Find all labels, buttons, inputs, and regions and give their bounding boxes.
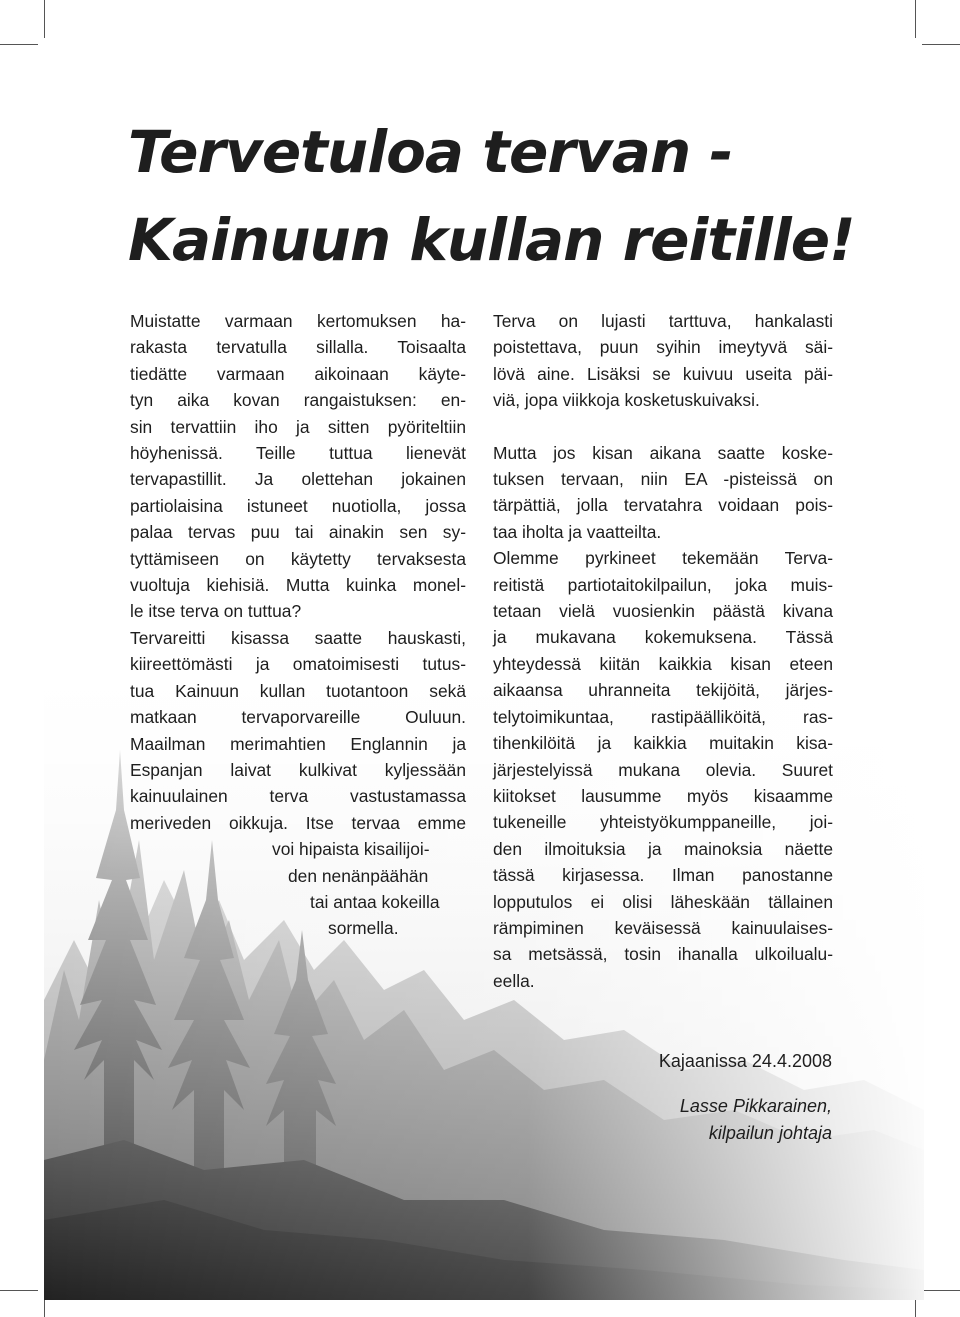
text-line: ja mukavana kokemuksena. Tässä — [493, 627, 833, 648]
text-line: Maailman merimahtien Englannin ja — [130, 733, 466, 754]
text-line: Muistatte varmaan kertomuksen ha- — [130, 311, 466, 331]
text-line: tai antaa kokeilla — [310, 891, 440, 912]
text-line: voi hipaista kisailijoi- — [272, 839, 430, 860]
signoff-date: Kajaanissa 24.4.2008 — [658, 1051, 832, 1071]
signoff-name: Lasse Pikkarainen, — [679, 1096, 832, 1116]
text-line: den ilmoituksia ja mainoksia näette — [493, 838, 833, 859]
text-line: meriveden oikkuja. Itse tervaa emme — [130, 812, 466, 833]
text-line: tervapastillit. Ja olettehan jokainen — [130, 469, 466, 490]
text-line: tetaan vielä vuosienkin päästä kivana — [493, 601, 833, 622]
signoff-role: kilpailun johtaja — [708, 1123, 832, 1143]
text-line: reitistä partiotaitokilpailun, joka muis- — [493, 574, 833, 595]
page-title — [128, 108, 855, 284]
crop-mark — [44, 0, 45, 38]
text-line: yhteydessä kiitän kaikkia kisan eteen — [493, 653, 833, 674]
text-line: matkaan tervaporvareille Ouluun. — [130, 707, 466, 728]
text-line: tuksen tervaan, niin EA -pisteissä on — [493, 469, 833, 490]
text-line: Olemme pyrkineet tekemään Terva- — [493, 548, 833, 569]
text-line: sin tervattiin iho ja sitten pyöriteltiin — [130, 416, 466, 437]
text-line: lopputulos ei olisi läheskään tällainen — [493, 891, 833, 912]
text-line: höyhenissä. Teille tuttua lienevät — [130, 443, 466, 464]
text-line: rämpiminen keväisessä kainuulaises- — [493, 917, 833, 938]
text-line: Mutta jos kisan aikana saatte koske- — [493, 442, 833, 463]
title-line-1: Tervetuloa tervan - — [128, 118, 733, 186]
text-line: tihenkilöitä ja kaikkia muitakin kisa- — [493, 733, 833, 754]
text-line: tiedätte varmaan aikoinaan käyte- — [130, 363, 466, 384]
text-line: telytoimikuntaa, rastipäälliköitä, ras- — [493, 706, 833, 727]
text-line: kainuulainen terva vastustamassa — [130, 786, 466, 807]
text-line: den nenänpäähän — [288, 865, 429, 886]
left-text-column — [130, 308, 466, 942]
text-line: tärpättiä, jolla tervatahra voidaan pois- — [493, 495, 833, 516]
text-line: Tervareitti kisassa saatte hauskasti, — [130, 627, 466, 648]
crop-mark — [915, 0, 916, 38]
text-line: tässä kirjasessa. Ilman panostanne — [493, 865, 833, 886]
text-line: tyttämiseen on käytetty tervaksesta — [130, 548, 466, 569]
text-line: vuoltuja kiehisiä. Mutta kuinka monel- — [130, 575, 466, 596]
text-line: järjestelyissä mukana olevia. Suuret — [493, 759, 833, 780]
text-line: sormella. — [328, 918, 399, 939]
text-line: tua Kainuun kullan tuotantoon sekä — [130, 680, 466, 701]
title-line-2: Kainuun kullan reitille! — [128, 206, 855, 274]
text-line: palaa tervas puu tai ainakin sen sy- — [130, 522, 466, 543]
text-line: kiireettömästi ja omatoimisesti tutus- — [130, 654, 466, 675]
crop-mark — [922, 44, 960, 45]
crop-mark — [0, 44, 38, 45]
paragraph-gap — [493, 414, 833, 440]
text-line: aikaansa uhranneita tekijöitä, järjes- — [493, 680, 833, 701]
text-line: tyn aika kovan rangaistuksen: en- — [130, 390, 466, 411]
text-line: kiitokset lausumme myös kisaamme — [493, 785, 833, 806]
text-line: poistettava, puun syihin imeytyvä säi- — [493, 337, 833, 358]
text-line: Terva on lujasti tarttuva, hankalasti — [493, 311, 833, 331]
text-line: sa metsässä, tosin ihanalla ulkoilualu- — [493, 944, 833, 965]
text-line: le itse terva on tuttua? — [130, 601, 302, 622]
text-line: Espanjan laivat kulkivat kyljessään — [130, 759, 466, 780]
crop-mark — [922, 1290, 960, 1291]
text-line: taa iholta ja vaatteilta. — [493, 521, 662, 542]
text-line: viä, jopa viikkoja kosketuskuivaksi. — [493, 390, 760, 411]
text-line: tukeneille yhteistyökumppaneille, joi- — [493, 812, 833, 833]
text-line: eella. — [493, 970, 535, 991]
signoff-block — [512, 1048, 832, 1147]
text-line: lövä aine. Lisäksi se kuivuu useita päi- — [493, 363, 833, 384]
text-line: rakasta tervatulla sillalla. Toisaalta — [130, 337, 466, 358]
right-text-column — [493, 308, 833, 994]
crop-mark — [0, 1290, 38, 1291]
text-line: partiolaisina istuneet nuotiolla, jossa — [130, 495, 466, 516]
